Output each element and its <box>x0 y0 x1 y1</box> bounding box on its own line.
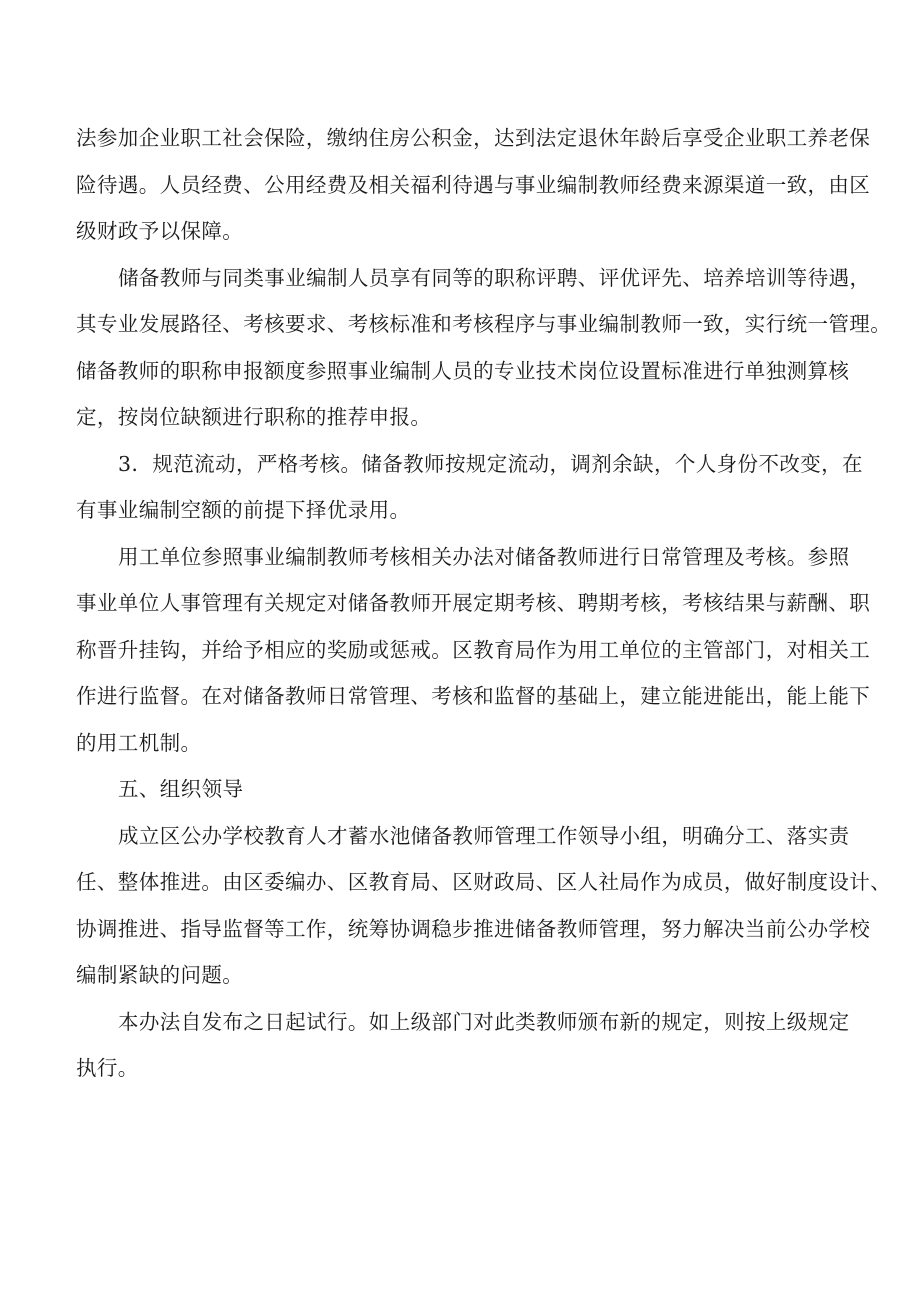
section-heading: 五、组织领导 <box>118 777 244 801</box>
text-line: 险待遇。人员经费、公用经费及相关福利待遇与事业编制教师经费来源渠道一致，由区 <box>76 172 871 197</box>
text-line: 协调推进、指导监督等工作，统筹协调稳步推进储备教师管理，努力解决当前公办学校 <box>76 916 871 941</box>
text-line: 储备教师与同类事业编制人员享有同等的职称评聘、评优评先、培养培训等待遇， <box>118 265 871 290</box>
text-line: 编制紧缺的问题。 <box>76 963 244 987</box>
text-line: 用工单位参照事业编制教师考核相关办法对储备教师进行日常管理及考核。参照 <box>118 544 850 569</box>
text-line: 3．规范流动，严格考核。储备教师按规定流动，调剂余缺，个人身份不改变，在 <box>118 451 863 476</box>
text-line: 级财政予以保障。 <box>76 219 244 243</box>
document-body <box>76 115 892 1092</box>
text-line: 本办法自发布之日起试行。如上级部门对此类教师颁布新的规定，则按上级规定 <box>118 1009 850 1034</box>
text-line: 执行。 <box>76 1056 139 1080</box>
text-line: 成立区公办学校教育人才蓄水池储备教师管理工作领导小组，明确分工、落实责 <box>118 823 850 848</box>
text-line: 定，按岗位缺额进行职称的推荐申报。 <box>76 405 432 429</box>
text-line: 的用工机制。 <box>76 730 202 755</box>
paragraph-social-insurance <box>76 115 871 255</box>
text-line: 储备教师的职称申报额度参照事业编制人员的专业技术岗位设置标准进行单独测算核 <box>76 358 850 383</box>
paragraph-leadership-group <box>76 813 892 999</box>
paragraph-flow-assessment <box>76 441 863 534</box>
text-line: 称晋升挂钩，并给予相应的奖励或惩戒。区教育局作为用工单位的主管部门，对相关工 <box>76 637 871 662</box>
text-line: 有事业编制空额的前提下择优录用。 <box>76 498 411 522</box>
text-line: 任、整体推进。由区委编办、区教育局、区财政局、区人社局作为成员，做好制度设计、 <box>76 870 892 894</box>
text-line: 作进行监督。在对储备教师日常管理、考核和监督的基础上，建立能进能出，能上能下 <box>76 684 871 708</box>
paragraph-daily-management <box>76 534 871 767</box>
text-line: 事业单位人事管理有关规定对储备教师开展定期考核、聘期考核，考核结果与薪酬、职 <box>76 591 871 615</box>
paragraph-equal-treatment <box>76 255 892 441</box>
text-line: 其专业发展路径、考核要求、考核标准和考核程序与事业编制教师一致，实行统一管理。 <box>76 312 892 336</box>
paragraph-effective-date <box>76 999 850 1092</box>
text-line: 法参加企业职工社会保险，缴纳住房公积金，达到法定退休年龄后享受企业职工养老保 <box>76 126 871 150</box>
section-heading-organization <box>76 766 844 813</box>
